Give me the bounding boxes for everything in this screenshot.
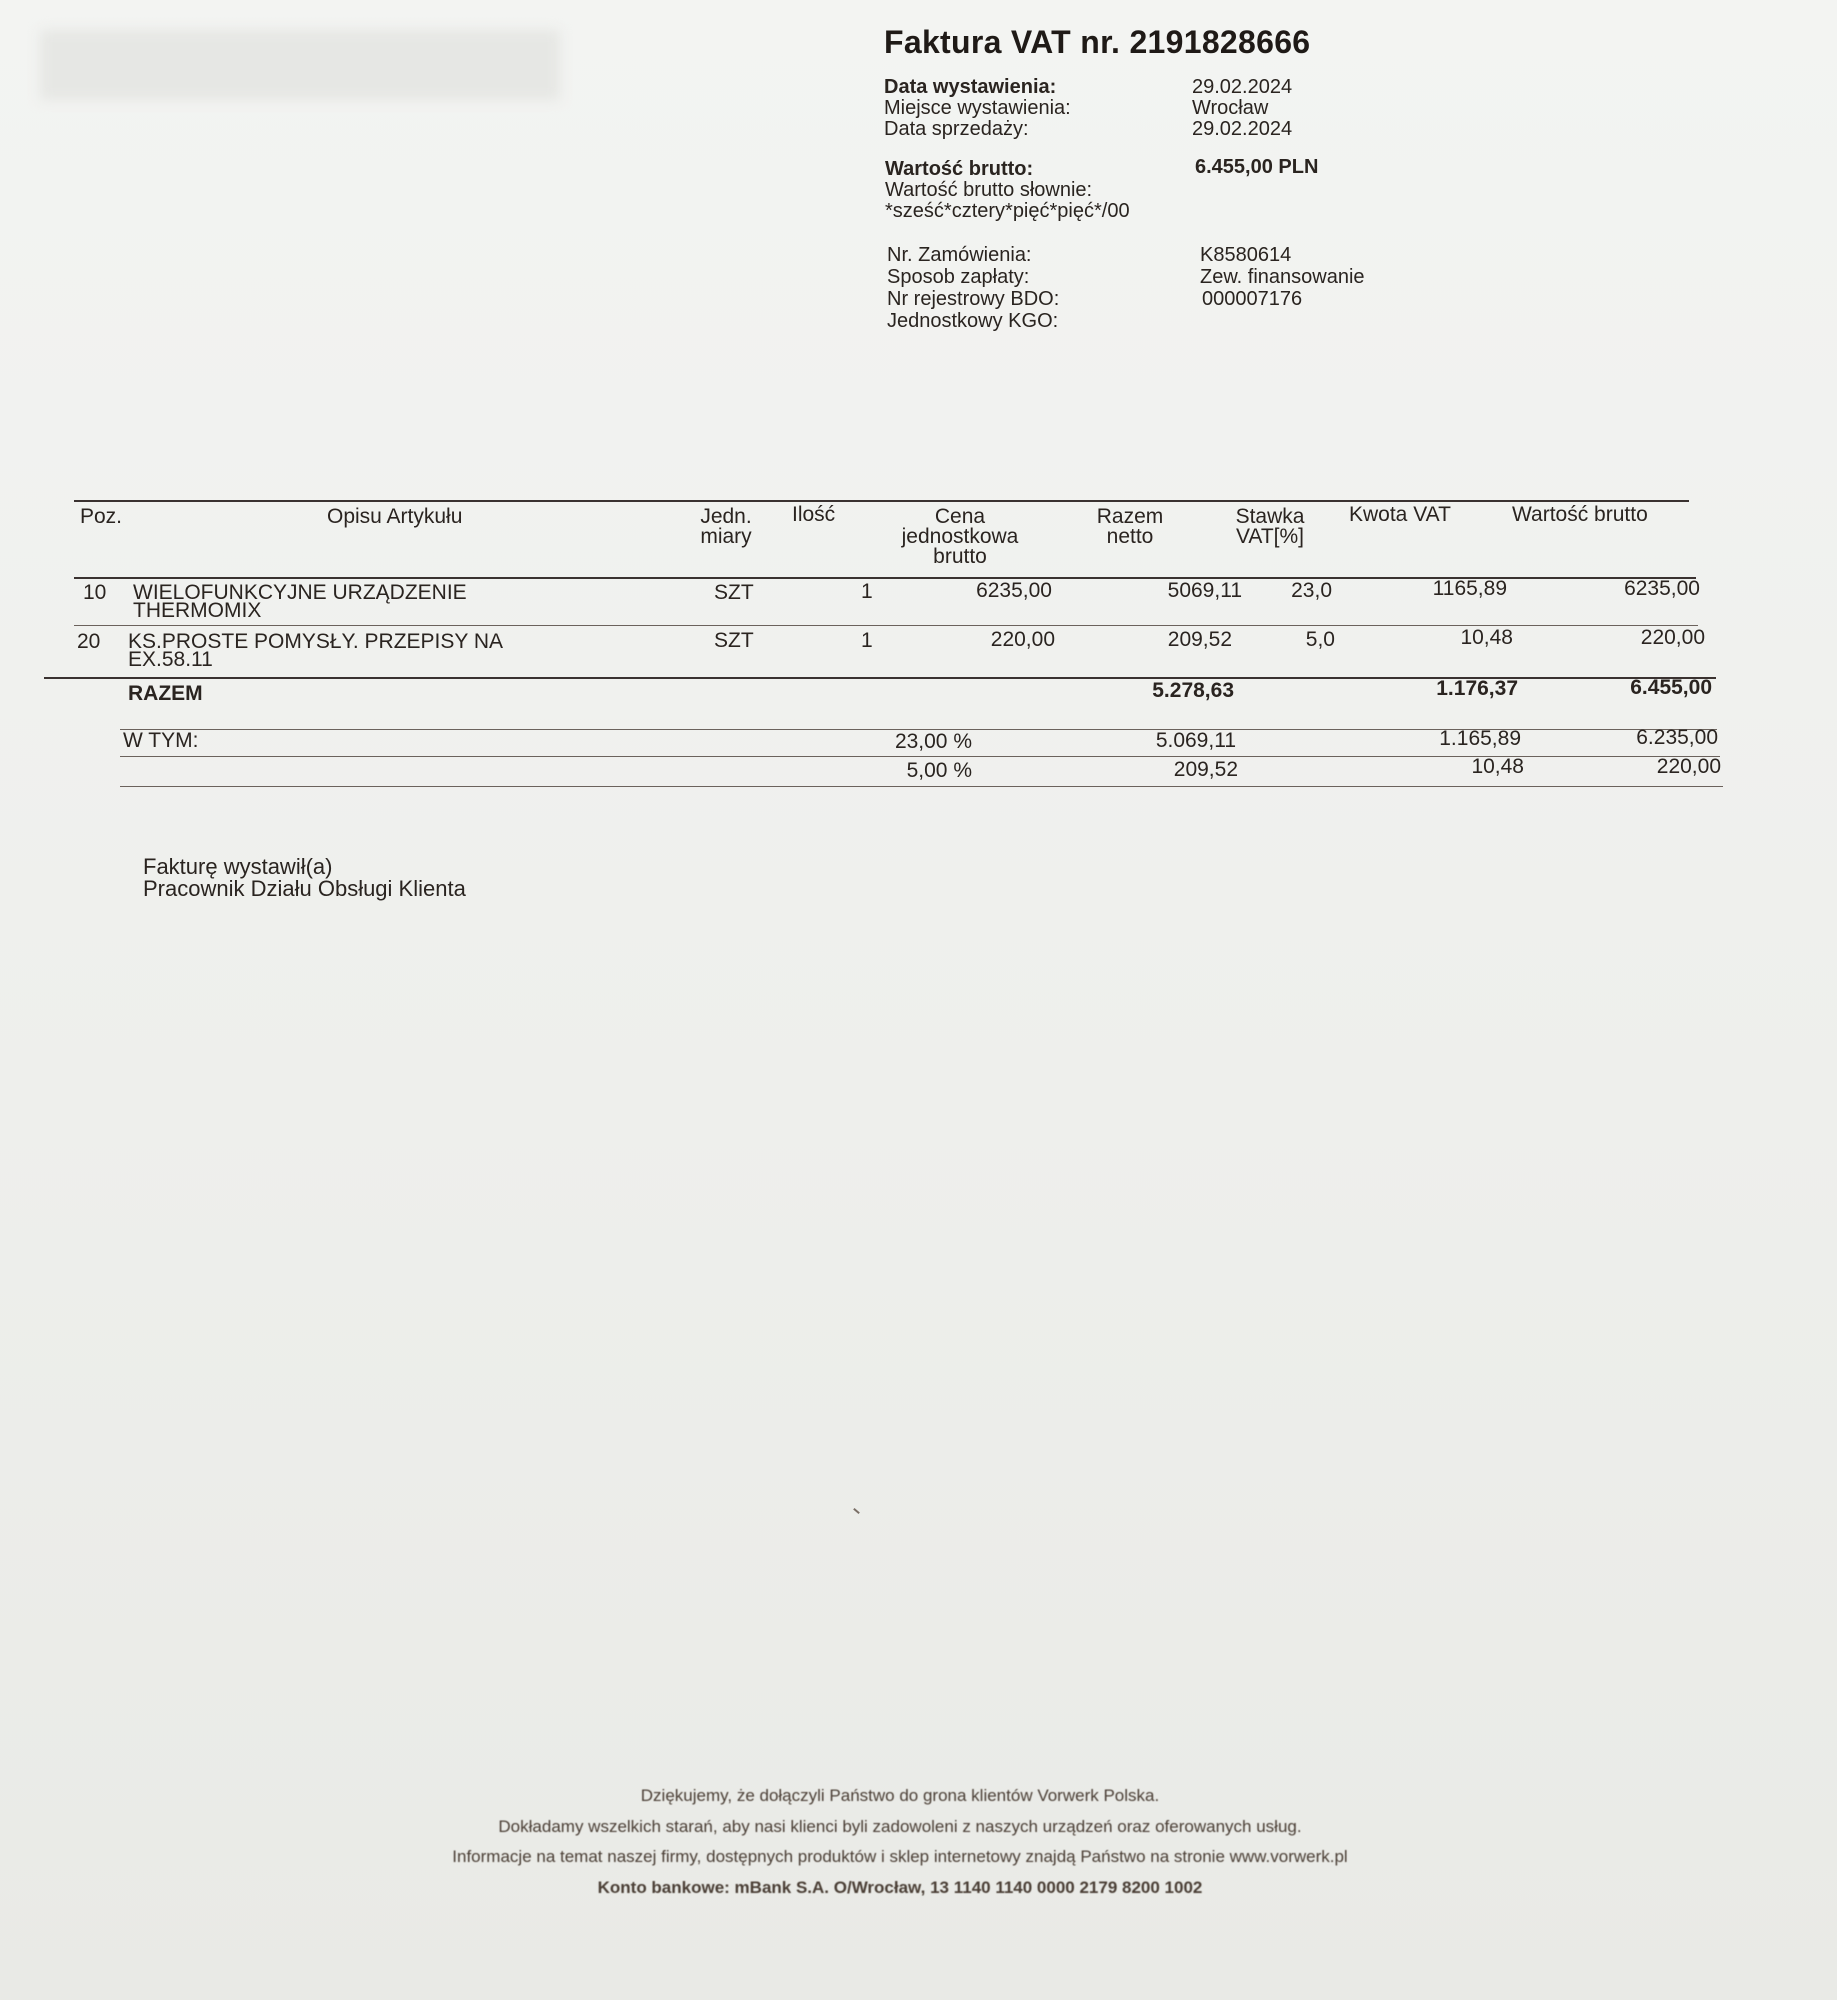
header-qty: Ilość <box>792 503 836 526</box>
row-desc: KS.PROSTE POMYSŁY. PRZEPISY NA <box>128 630 504 653</box>
breakdown-vat: 1.165,89 <box>1439 727 1521 750</box>
row-desc-cont: EX.58.11 <box>128 648 213 671</box>
header-gross-value: Wartość brutto <box>1512 503 1648 526</box>
issuer-signature <box>143 856 466 900</box>
breakdown-rate: 5,00 % <box>906 759 972 782</box>
breakdown-net: 5.069,11 <box>1155 729 1236 752</box>
invoice-details <box>884 77 1484 147</box>
row-qty: 1 <box>861 629 873 652</box>
row-gross-value: 6235,00 <box>1624 577 1700 600</box>
row-net-total: 209,52 <box>1167 628 1232 651</box>
row-unit-price: 6235,00 <box>976 579 1052 602</box>
issue-date-value: 29.02.2024 <box>1192 76 1293 98</box>
breakdown-gross: 220,00 <box>1656 755 1721 778</box>
footer-bank-account: Konto bankowe: mBank S.A. O/Wrocław, 13 1140 1140 0000 2179 8200 1002 <box>597 1878 1203 1897</box>
issue-date-label: Data wystawienia: <box>884 76 1057 98</box>
row-vat-rate: 23,0 <box>1291 579 1332 602</box>
row-desc-cont: THERMOMIX <box>133 599 262 622</box>
page-footer <box>200 1786 1600 1906</box>
row-unit: SZT <box>714 581 754 604</box>
order-details <box>887 245 1487 335</box>
row-pos: 10 <box>83 581 107 604</box>
paper-speck <box>853 1508 860 1514</box>
redacted-area <box>40 30 560 100</box>
row-divider <box>74 625 1698 626</box>
header-net-total: Razem netto <box>1096 505 1164 548</box>
invoice-title: Faktura VAT nr. 2191828666 <box>884 24 1311 60</box>
footer-thanks: Dziękujemy, że dołączyli Państwo do grona klientów Vorwerk Polska. <box>640 1786 1160 1805</box>
order-number-value: K8580614 <box>1200 244 1292 266</box>
row-unit: SZT <box>714 629 754 652</box>
row-vat-amount: 10,48 <box>1460 626 1513 649</box>
row-desc: WIELOFUNKCYJNE URZĄDZENIE <box>133 581 467 604</box>
row-unit-price: 220,00 <box>990 628 1055 651</box>
header-desc: Opisu Artykułu <box>327 505 463 528</box>
bdo-value: 000007176 <box>1202 288 1303 310</box>
sale-date-value: 29.02.2024 <box>1192 118 1293 140</box>
row-qty: 1 <box>861 580 873 603</box>
row-gross-value: 220,00 <box>1640 626 1705 649</box>
header-vat-amount: Kwota VAT <box>1349 503 1451 526</box>
gross-words-label: Wartość brutto słownie: <box>885 179 1093 201</box>
row-pos: 20 <box>77 630 101 653</box>
issue-place-label: Miejsce wystawienia: <box>884 97 1071 119</box>
issue-place-value: Wrocław <box>1192 97 1269 119</box>
total-net: 5.278,63 <box>1152 679 1234 702</box>
issuer-role: Pracownik Działu Obsługi Klienta <box>143 876 466 901</box>
gross-value: 6.455,00 PLN <box>1195 156 1319 178</box>
total-vat: 1.176,37 <box>1436 677 1518 700</box>
breakdown-rate: 23,00 % <box>894 730 972 753</box>
kgo-label: Jednostkowy KGO: <box>887 310 1059 332</box>
order-number-label: Nr. Zamówienia: <box>887 244 1032 266</box>
breakdown-label: W TYM: <box>123 729 199 752</box>
gross-words-value: *sześć*cztery*pięć*pięć*/00 <box>885 200 1130 222</box>
breakdown-bottom-rule <box>120 786 1723 787</box>
total-gross: 6.455,00 <box>1630 676 1712 699</box>
row-net-total: 5069,11 <box>1167 579 1242 602</box>
header-vat-rate: Stawka VAT[%] <box>1235 505 1305 548</box>
bdo-label: Nr rejestrowy BDO: <box>887 288 1060 310</box>
footer-service: Dokładamy wszelkich starań, aby nasi klienci byli zadowoleni z naszych urządzeń oraz oferowanych usług. <box>498 1817 1302 1836</box>
breakdown-vat: 10,48 <box>1471 755 1524 778</box>
table-top-rule <box>74 500 1689 502</box>
row-vat-amount: 1165,89 <box>1432 577 1507 600</box>
gross-summary <box>885 156 1485 229</box>
sale-date-label: Data sprzedaży: <box>884 118 1029 140</box>
row-vat-rate: 5,0 <box>1305 628 1335 651</box>
footer-info: Informacje na temat naszej firmy, dostępnych produktów i sklep internetowy znajdą Państwo na stronie www.vorwerk.pl <box>452 1847 1348 1866</box>
header-pos: Poz. <box>80 505 123 528</box>
payment-method-label: Sposob zapłaty: <box>887 266 1030 288</box>
header-unit: Jedn. miary <box>700 505 752 548</box>
total-label: RAZEM <box>128 682 203 705</box>
issuer-label: Fakturę wystawił(a) <box>143 854 333 879</box>
breakdown-net: 209,52 <box>1173 758 1238 781</box>
payment-method-value: Zew. finansowanie <box>1200 266 1365 288</box>
gross-label: Wartość brutto: <box>885 158 1034 180</box>
breakdown-gross: 6.235,00 <box>1636 726 1718 749</box>
header-unit-price: Cena jednostkowa brutto <box>901 505 1019 568</box>
